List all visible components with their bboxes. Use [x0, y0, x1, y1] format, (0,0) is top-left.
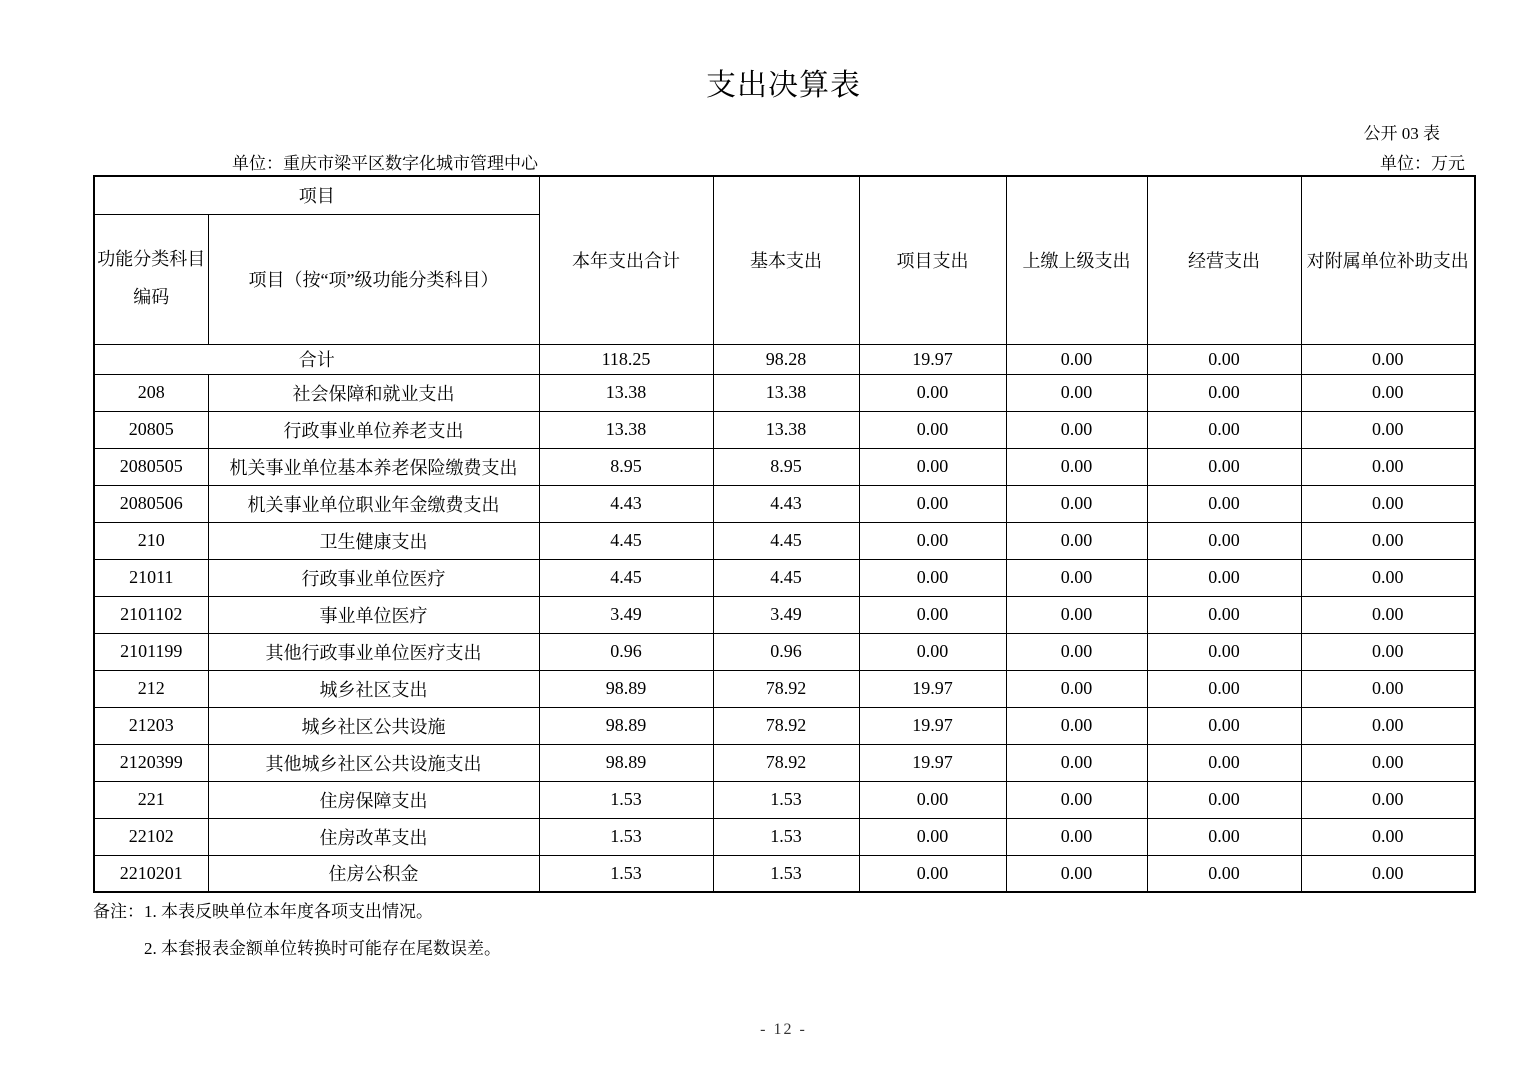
header-col-basic: 基本支出: [713, 176, 859, 344]
row-code-cell: 2101199: [94, 633, 208, 670]
row-value-basic: 0.96: [713, 633, 859, 670]
row-value-operating: 0.00: [1147, 744, 1301, 781]
row-value-year-total: 1.53: [539, 855, 713, 892]
header-project-group: 项目: [94, 176, 539, 214]
row-value-subsidy: 0.00: [1301, 781, 1475, 818]
row-value-operating: 0.00: [1147, 818, 1301, 855]
row-value-basic: 1.53: [713, 818, 859, 855]
row-value-operating: 0.00: [1147, 707, 1301, 744]
row-value-upward: 0.00: [1006, 448, 1147, 485]
row-value-subsidy: 0.00: [1301, 707, 1475, 744]
row-code-cell: 21011: [94, 559, 208, 596]
row-value-project: 0.00: [859, 485, 1006, 522]
expenditure-table: [93, 175, 1476, 893]
row-value-upward: 0.00: [1006, 485, 1147, 522]
row-value-upward: 0.00: [1006, 818, 1147, 855]
note-line-1: 备注：1. 本表反映单位本年度各项支出情况。: [93, 902, 433, 921]
row-value-upward: 0.00: [1006, 707, 1147, 744]
row-value-year-total: 1.53: [539, 818, 713, 855]
header-col-project: 项目支出: [859, 176, 1006, 344]
header-col-upward: 上缴上级支出: [1006, 176, 1147, 344]
row-value-subsidy: 0.00: [1301, 485, 1475, 522]
row-value-upward: 0.00: [1006, 781, 1147, 818]
header-code-label: 功能分类科目编码: [94, 214, 208, 344]
table-row: [94, 855, 1475, 892]
table-row: [94, 670, 1475, 707]
row-code-cell: 22102: [94, 818, 208, 855]
header-col-operating: 经营支出: [1147, 176, 1301, 344]
row-value-operating: 0.00: [1147, 781, 1301, 818]
row-code-cell: 221: [94, 781, 208, 818]
row-name-cell: 其他城乡社区公共设施支出: [208, 744, 539, 781]
notes-block: [93, 897, 501, 959]
table-row: [94, 448, 1475, 485]
org-label: 单位：重庆市梁平区数字化城市管理中心: [232, 154, 538, 173]
table-row: [94, 818, 1475, 855]
header-project-item-label: 项目（按“项”级功能分类科目）: [208, 214, 539, 344]
row-value-subsidy: 0.00: [1301, 448, 1475, 485]
row-value-project: 0.00: [859, 781, 1006, 818]
row-value-subsidy: 0.00: [1301, 744, 1475, 781]
row-value-basic: 4.45: [713, 559, 859, 596]
header-col-subsidy: 对附属单位补助支出: [1301, 176, 1475, 344]
row-value-project: 0.00: [859, 818, 1006, 855]
row-value-operating: 0.00: [1147, 670, 1301, 707]
total-row-label: 合计: [94, 344, 539, 374]
row-value-operating: 0.00: [1147, 855, 1301, 892]
row-code-cell: 20805: [94, 411, 208, 448]
row-code-cell: 2080506: [94, 485, 208, 522]
row-code-cell: 2080505: [94, 448, 208, 485]
row-value-subsidy: 0.00: [1301, 559, 1475, 596]
row-value-year-total: 4.45: [539, 522, 713, 559]
row-value-subsidy: 0.00: [1301, 522, 1475, 559]
row-value-project: 19.97: [859, 670, 1006, 707]
total-value-operating: 0.00: [1147, 344, 1301, 374]
row-value-subsidy: 0.00: [1301, 670, 1475, 707]
row-value-subsidy: 0.00: [1301, 596, 1475, 633]
row-code-cell: 2210201: [94, 855, 208, 892]
row-value-basic: 1.53: [713, 855, 859, 892]
row-code-cell: 210: [94, 522, 208, 559]
table-row: [94, 781, 1475, 818]
table-code-label: 公开 03 表: [1363, 124, 1440, 143]
row-name-cell: 城乡社区公共设施: [208, 707, 539, 744]
row-value-basic: 4.45: [713, 522, 859, 559]
row-name-cell: 机关事业单位职业年金缴费支出: [208, 485, 539, 522]
row-value-operating: 0.00: [1147, 411, 1301, 448]
row-value-operating: 0.00: [1147, 374, 1301, 411]
row-value-year-total: 98.89: [539, 670, 713, 707]
row-value-subsidy: 0.00: [1301, 818, 1475, 855]
row-name-cell: 社会保障和就业支出: [208, 374, 539, 411]
row-value-upward: 0.00: [1006, 374, 1147, 411]
row-value-operating: 0.00: [1147, 448, 1301, 485]
row-value-upward: 0.00: [1006, 855, 1147, 892]
table-row: [94, 559, 1475, 596]
total-row: [94, 344, 1475, 374]
row-name-cell: 机关事业单位基本养老保险缴费支出: [208, 448, 539, 485]
row-name-cell: 住房改革支出: [208, 818, 539, 855]
row-value-operating: 0.00: [1147, 596, 1301, 633]
row-value-upward: 0.00: [1006, 559, 1147, 596]
row-value-basic: 13.38: [713, 411, 859, 448]
row-value-basic: 8.95: [713, 448, 859, 485]
total-value-upward: 0.00: [1006, 344, 1147, 374]
table-row: [94, 596, 1475, 633]
row-code-cell: 208: [94, 374, 208, 411]
total-value-basic: 98.28: [713, 344, 859, 374]
table-row: [94, 411, 1475, 448]
row-value-operating: 0.00: [1147, 633, 1301, 670]
row-name-cell: 住房保障支出: [208, 781, 539, 818]
table-row: [94, 485, 1475, 522]
row-value-operating: 0.00: [1147, 485, 1301, 522]
row-value-basic: 3.49: [713, 596, 859, 633]
row-value-project: 0.00: [859, 374, 1006, 411]
row-value-upward: 0.00: [1006, 670, 1147, 707]
row-value-basic: 78.92: [713, 744, 859, 781]
row-value-upward: 0.00: [1006, 744, 1147, 781]
row-code-cell: 2101102: [94, 596, 208, 633]
row-value-basic: 1.53: [713, 781, 859, 818]
table-body: [94, 344, 1475, 892]
row-value-year-total: 4.43: [539, 485, 713, 522]
row-value-basic: 4.43: [713, 485, 859, 522]
row-code-cell: 212: [94, 670, 208, 707]
row-value-year-total: 1.53: [539, 781, 713, 818]
row-value-upward: 0.00: [1006, 522, 1147, 559]
row-value-basic: 78.92: [713, 670, 859, 707]
row-value-subsidy: 0.00: [1301, 374, 1475, 411]
row-value-project: 0.00: [859, 411, 1006, 448]
row-value-basic: 13.38: [713, 374, 859, 411]
row-code-cell: 21203: [94, 707, 208, 744]
row-value-project: 0.00: [859, 855, 1006, 892]
row-value-year-total: 8.95: [539, 448, 713, 485]
row-value-project: 19.97: [859, 744, 1006, 781]
row-value-upward: 0.00: [1006, 411, 1147, 448]
row-name-cell: 城乡社区支出: [208, 670, 539, 707]
table-row: [94, 374, 1475, 411]
row-name-cell: 卫生健康支出: [208, 522, 539, 559]
row-value-upward: 0.00: [1006, 596, 1147, 633]
table-row: [94, 633, 1475, 670]
total-value-project: 19.97: [859, 344, 1006, 374]
row-value-year-total: 4.45: [539, 559, 713, 596]
row-name-cell: 其他行政事业单位医疗支出: [208, 633, 539, 670]
header-col-year-total: 本年支出合计: [539, 176, 713, 344]
row-value-subsidy: 0.00: [1301, 855, 1475, 892]
row-name-cell: 住房公积金: [208, 855, 539, 892]
row-value-operating: 0.00: [1147, 522, 1301, 559]
table-row: [94, 744, 1475, 781]
row-name-cell: 事业单位医疗: [208, 596, 539, 633]
row-value-year-total: 0.96: [539, 633, 713, 670]
row-value-project: 0.00: [859, 448, 1006, 485]
row-value-basic: 78.92: [713, 707, 859, 744]
row-code-cell: 2120399: [94, 744, 208, 781]
row-name-cell: 行政事业单位医疗: [208, 559, 539, 596]
row-name-cell: 行政事业单位养老支出: [208, 411, 539, 448]
page-number: - 12 -: [760, 1021, 807, 1038]
row-value-project: 0.00: [859, 596, 1006, 633]
row-value-project: 0.00: [859, 559, 1006, 596]
total-value-year-total: 118.25: [539, 344, 713, 374]
row-value-project: 19.97: [859, 707, 1006, 744]
table-row: [94, 522, 1475, 559]
total-value-subsidy: 0.00: [1301, 344, 1475, 374]
page-title: 支出决算表: [706, 69, 861, 102]
table-row: [94, 707, 1475, 744]
row-value-year-total: 3.49: [539, 596, 713, 633]
row-value-year-total: 13.38: [539, 411, 713, 448]
row-value-subsidy: 0.00: [1301, 411, 1475, 448]
header-row-1: [94, 176, 1475, 214]
unit-label: 单位：万元: [1380, 154, 1465, 173]
row-value-upward: 0.00: [1006, 633, 1147, 670]
row-value-year-total: 13.38: [539, 374, 713, 411]
row-value-year-total: 98.89: [539, 707, 713, 744]
row-value-year-total: 98.89: [539, 744, 713, 781]
row-value-project: 0.00: [859, 522, 1006, 559]
row-value-operating: 0.00: [1147, 559, 1301, 596]
note-line-2: 2. 本套报表金额单位转换时可能存在尾数误差。: [144, 939, 501, 958]
row-value-subsidy: 0.00: [1301, 633, 1475, 670]
row-value-project: 0.00: [859, 633, 1006, 670]
